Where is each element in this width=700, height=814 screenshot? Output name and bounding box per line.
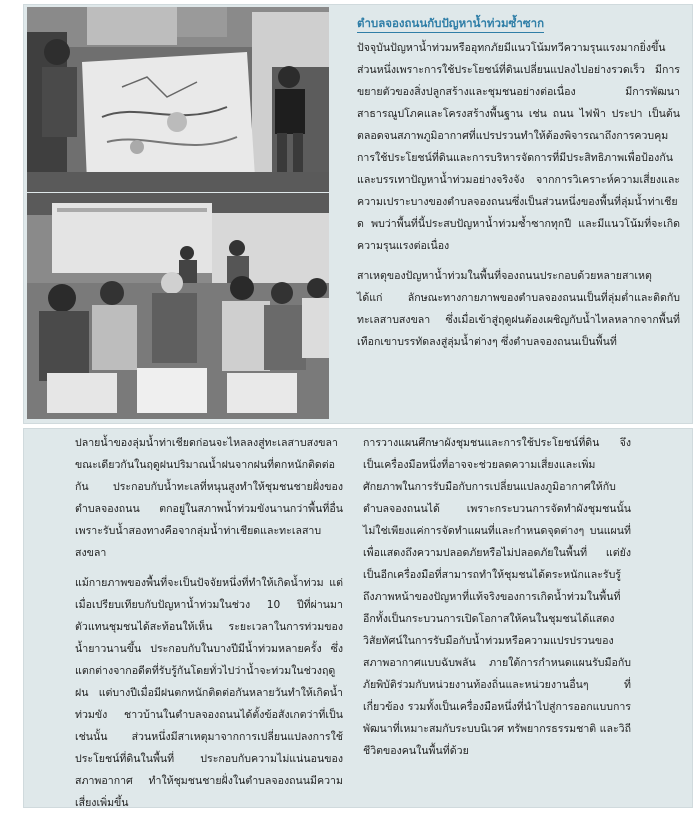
article-left-column <box>75 432 343 814</box>
article-right-column <box>363 432 631 762</box>
right-paragraph-1: การวางแผนศึกษาผังชุมชนและการใช้ประโยชน์ที่ดิน จึงเป็นเครื่องมือหนึ่งที่อาจจะช่วยลดความเสี่ยงและเพิ่มศักยภาพในการรับมือกับการเปลี่ยนแปลงภูมิอากาศให้กับตำบลจองถนนได้ เพราะกระบวนการจัดทำผังชุมชนนั้นไม่ใช่เพียงแค่การจัดทำแผนที่และกำหนดจุดต่างๆ บนแผนที่เพื่อแสดงถึงความปลอดภัยหรือไม่ปลอดภัยในพื้นที่ แต่ยังเป็นอีกเครื่องมือที่สามารถทำให้ชุมชนได้ตระหนักและรับรู้ถึงภาพหน้าของปัญหาที่แท้จริงของการเกิดน้ำท่วมในพื้นที่ อีกทั้งเป็นกระบวนการเปิดโอกาสให้คนในชุมชนได้แสดงวิสัยทัศน์ในการรับมือกับน้ำท่วมหรือความแปรปรวนของสภาพอากาศแบบฉับพลัน ภายใต้การกำหนดแผนรับมือกับภัยพิบัติร่วมกับหน่วยงานท้องถิ่นและหน่วยงานอื่นๆ ที่เกี่ยวข้อง รวมทั้งเป็นเครื่องมือหนึ่งที่นำไปสู่การออกแบบการพัฒนาที่เหมาะสมกับระบบนิเวศ ทรัพยากรธรรมชาติ และวิถีชีวิตของคนในพื้นที่ด้วย <box>363 437 631 757</box>
workshop-photo-map-presentation <box>27 7 329 192</box>
workshop-photo-audience <box>27 193 329 419</box>
intro-paragraph-1: ปัจจุบันปัญหาน้ำท่วมหรืออุทกภัยมีแนวโน้มทวีความรุนแรงมากยิ่งขึ้น ส่วนหนึ่งเพราะการใช้ประโยชน์ที่ดินเปลี่ยนแปลงไปอย่างรวดเร็ว มีการขยายตัวของสิ่งปลูกสร้างและชุมชนอย่างต่อเนื่อง มีการพัฒนาสาธารณูปโภคและโครงสร้างพื้นฐาน เช่น ถนน ไฟฟ้า ประปา เป็นต้น ตลอดจนสภาพภูมิอากาศที่แปรปรวนทำให้ต้องพิจารณาถึงการควบคุมการใช้ประโยชน์ที่ดินและการบริหารจัดการที่มีประสิทธิภาพเพื่อป้องกันและบรรเทาปัญหาน้ำท่วมอย่างจริงจัง จากการวิเคราะห์ความเสี่ยงและความเปราะบางของตำบลจองถนนซึ่งเป็นส่วนหนึ่งของพื้นที่ลุ่มน้ำท่าเชียด พบว่าพื้นที่นี้ประสบปัญหาน้ำท่วมซ้ำซากทุกปี และมีแนวโน้มที่จะเกิดความรุนแรงต่อเนื่อง <box>357 42 680 252</box>
left-paragraph-1: ปลายน้ำของลุ่มน้ำท่าเชียดก่อนจะไหลลงสู่ทะเลสาบสงขลา ขณะเดียวกันในฤดูฝนปริมาณน้ำฝนจากฝนที่ตกหนักติดต่อกัน ประกอบกับน้ำทะเลที่หนุนสูงทำให้ชุมชนชายฝั่งของตำบลจองถนน ตกอยู่ในสภาพน้ำท่วมขังนานกว่าพื้นที่อื่น เพราะรับน้ำสองทางคือจากลุ่มน้ำท่าเชียดและทะเลสาบสงขลา <box>75 437 343 559</box>
left-paragraph-2: แม้กายภาพของพื้นที่จะเป็นปัจจัยหนึ่งที่ทำให้เกิดน้ำท่วม แต่เมื่อเปรียบเทียบกับปัญหาน้ำท่วมในช่วง 10 ปีที่ผ่านมา ตัวแทนชุมชนได้สะท้อนให้เห็น ระยะเวลาในการท่วมของน้ำยาวนานขึ้น ประกอบกับในบางปีมีน้ำท่วมหลายครั้ง ซึ่งแตกต่างจากอดีตที่รับรู้กันโดยทั่วไปว่าน้ำจะท่วมในช่วงฤดูฝน แต่บางปีเมื่อมีฝนตกหนักติดต่อกันหลายวันทำให้เกิดน้ำท่วมขัง ชาวบ้านในตำบลจองถนนได้ตั้งข้อสังเกตว่าที่เป็นเช่นนั้น ส่วนหนึ่งมีสาเหตุมาจากการเปลี่ยนแปลงการใช้ประโยชน์ที่ดินในพื้นที่ ประกอบกับความไม่แน่นอนของสภาพอากาศ ทำให้ชุมชนชายฝั่งในตำบลจองถนนมีความเสี่ยงเพิ่มขึ้น <box>75 577 343 809</box>
article-intro-column <box>357 13 680 353</box>
article-heading: ตำบลจองถนนกับปัญหาน้ำท่วมซ้ำซาก <box>357 14 544 33</box>
intro-paragraph-2: สาเหตุของปัญหาน้ำท่วมในพื้นที่จองถนนประกอบด้วยหลายสาเหตุ ได้แก่ ลักษณะทางกายภาพของตำบลจองถนนเป็นที่ลุ่มต่ำและติดกับทะเลสาบสงขลา ซึ่งเมื่อเข้าสู่ฤดูฝนต้องเผชิญกับน้ำไหลหลากจากพื้นที่เทือกเขาบรรทัดลงสู่ลุ่มน้ำต่างๆ ซึ่งตำบลจองถนนเป็นพื้นที่ <box>357 270 680 348</box>
